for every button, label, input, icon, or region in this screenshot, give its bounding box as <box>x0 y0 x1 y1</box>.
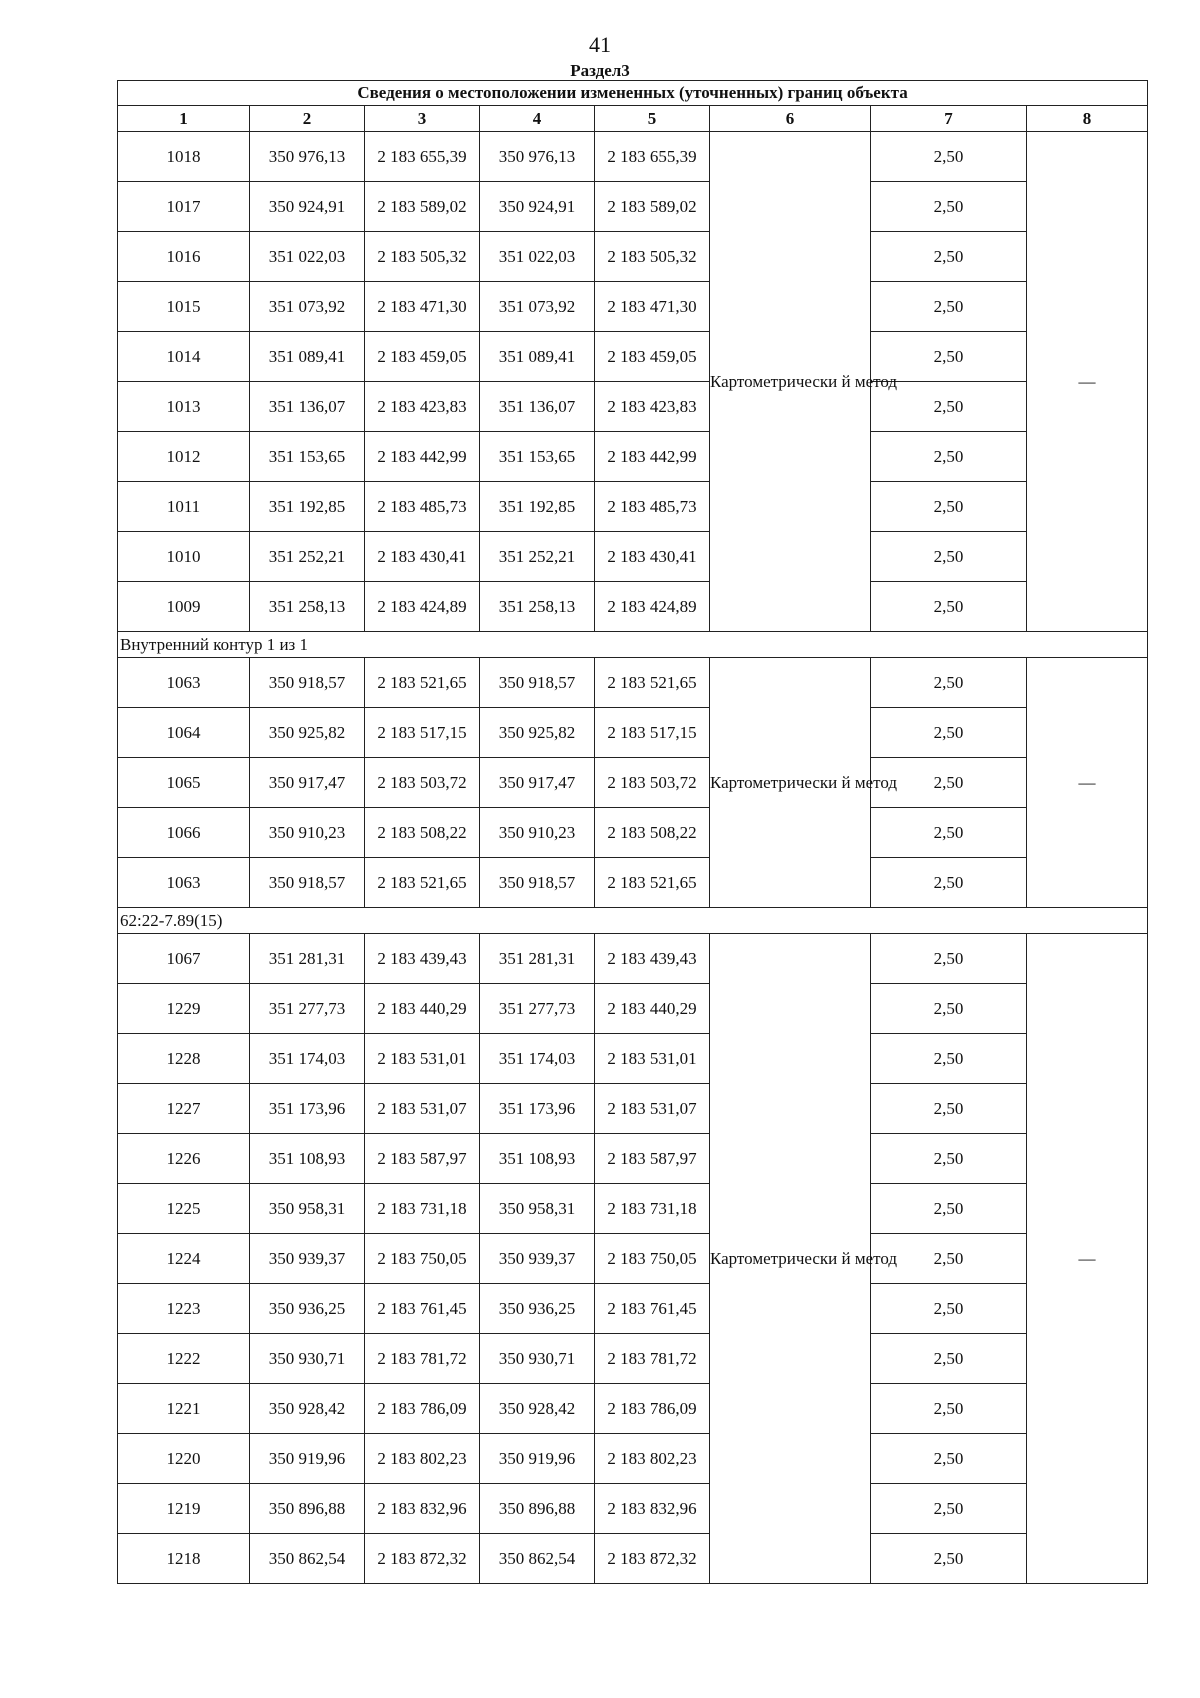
contour-label-row <box>118 632 1148 658</box>
x-coordinate-existing-cell: 351 153,65 <box>250 432 365 482</box>
y-coordinate-refined-cell: 2 183 655,39 <box>595 132 710 182</box>
y-coordinate-refined-cell: 2 183 440,29 <box>595 984 710 1034</box>
contour-label: 62:22-7.89(15) <box>118 908 1148 934</box>
x-coordinate-refined-cell: 350 917,47 <box>480 758 595 808</box>
x-coordinate-refined-cell: 351 277,73 <box>480 984 595 1034</box>
x-coordinate-existing-cell: 350 862,54 <box>250 1534 365 1584</box>
table-row <box>118 532 1148 582</box>
point-number-cell: 1220 <box>118 1434 250 1484</box>
point-number-cell: 1228 <box>118 1034 250 1084</box>
table-row <box>118 934 1148 984</box>
table-row <box>118 758 1148 808</box>
accuracy-cell: 2,50 <box>871 1134 1027 1184</box>
x-coordinate-refined-cell: 350 919,96 <box>480 1434 595 1484</box>
table-row <box>118 1184 1148 1234</box>
x-coordinate-existing-cell: 350 896,88 <box>250 1484 365 1534</box>
y-coordinate-refined-cell: 2 183 872,32 <box>595 1534 710 1584</box>
column-8-dash-cell: — <box>1027 934 1148 1584</box>
y-coordinate-existing-cell: 2 183 589,02 <box>365 182 480 232</box>
point-number-cell: 1218 <box>118 1534 250 1584</box>
method-cell: Картометрически й метод <box>710 132 871 632</box>
accuracy-cell: 2,50 <box>871 858 1027 908</box>
table-row <box>118 582 1148 632</box>
point-number-cell: 1225 <box>118 1184 250 1234</box>
y-coordinate-existing-cell: 2 183 423,83 <box>365 382 480 432</box>
column-number-header: 7 <box>871 106 1027 132</box>
method-cell: Картометрически й метод <box>710 658 871 908</box>
accuracy-cell: 2,50 <box>871 658 1027 708</box>
accuracy-cell: 2,50 <box>871 1434 1027 1484</box>
accuracy-cell: 2,50 <box>871 182 1027 232</box>
table-body <box>118 132 1148 1584</box>
column-number-header: 8 <box>1027 106 1148 132</box>
x-coordinate-existing-cell: 351 252,21 <box>250 532 365 582</box>
y-coordinate-existing-cell: 2 183 781,72 <box>365 1334 480 1384</box>
y-coordinate-existing-cell: 2 183 832,96 <box>365 1484 480 1534</box>
y-coordinate-existing-cell: 2 183 786,09 <box>365 1384 480 1434</box>
y-coordinate-refined-cell: 2 183 503,72 <box>595 758 710 808</box>
x-coordinate-existing-cell: 350 930,71 <box>250 1334 365 1384</box>
accuracy-cell: 2,50 <box>871 232 1027 282</box>
x-coordinate-existing-cell: 351 108,93 <box>250 1134 365 1184</box>
table-row <box>118 1134 1148 1184</box>
y-coordinate-refined-cell: 2 183 531,07 <box>595 1084 710 1134</box>
y-coordinate-refined-cell: 2 183 786,09 <box>595 1384 710 1434</box>
point-number-cell: 1219 <box>118 1484 250 1534</box>
table-row <box>118 808 1148 858</box>
point-number-cell: 1223 <box>118 1284 250 1334</box>
x-coordinate-existing-cell: 350 976,13 <box>250 132 365 182</box>
table-row <box>118 1334 1148 1384</box>
y-coordinate-refined-cell: 2 183 521,65 <box>595 858 710 908</box>
y-coordinate-existing-cell: 2 183 424,89 <box>365 582 480 632</box>
point-number-cell: 1063 <box>118 658 250 708</box>
table-row <box>118 708 1148 758</box>
x-coordinate-refined-cell: 351 192,85 <box>480 482 595 532</box>
x-coordinate-refined-cell: 350 918,57 <box>480 658 595 708</box>
point-number-cell: 1065 <box>118 758 250 808</box>
x-coordinate-refined-cell: 350 928,42 <box>480 1384 595 1434</box>
y-coordinate-existing-cell: 2 183 655,39 <box>365 132 480 182</box>
table-row <box>118 182 1148 232</box>
x-coordinate-existing-cell: 350 918,57 <box>250 858 365 908</box>
contour-label-row <box>118 908 1148 934</box>
point-number-cell: 1015 <box>118 282 250 332</box>
accuracy-cell: 2,50 <box>871 1284 1027 1334</box>
table-caption: Сведения о местоположении измененных (уточненных) границ объекта <box>118 81 1148 106</box>
x-coordinate-existing-cell: 351 173,96 <box>250 1084 365 1134</box>
y-coordinate-refined-cell: 2 183 781,72 <box>595 1334 710 1384</box>
accuracy-cell: 2,50 <box>871 708 1027 758</box>
point-number-cell: 1067 <box>118 934 250 984</box>
y-coordinate-existing-cell: 2 183 521,65 <box>365 658 480 708</box>
x-coordinate-existing-cell: 351 022,03 <box>250 232 365 282</box>
x-coordinate-refined-cell: 351 073,92 <box>480 282 595 332</box>
y-coordinate-refined-cell: 2 183 430,41 <box>595 532 710 582</box>
y-coordinate-refined-cell: 2 183 424,89 <box>595 582 710 632</box>
column-8-dash-cell: — <box>1027 132 1148 632</box>
table-row <box>118 1234 1148 1284</box>
column-8-dash-cell: — <box>1027 658 1148 908</box>
y-coordinate-existing-cell: 2 183 750,05 <box>365 1234 480 1284</box>
point-number-cell: 1063 <box>118 858 250 908</box>
point-number-cell: 1012 <box>118 432 250 482</box>
accuracy-cell: 2,50 <box>871 984 1027 1034</box>
y-coordinate-existing-cell: 2 183 503,72 <box>365 758 480 808</box>
y-coordinate-refined-cell: 2 183 589,02 <box>595 182 710 232</box>
accuracy-cell: 2,50 <box>871 1084 1027 1134</box>
x-coordinate-refined-cell: 350 925,82 <box>480 708 595 758</box>
contour-label: Внутренний контур 1 из 1 <box>118 632 1148 658</box>
accuracy-cell: 2,50 <box>871 1484 1027 1534</box>
x-coordinate-refined-cell: 350 958,31 <box>480 1184 595 1234</box>
x-coordinate-existing-cell: 351 073,92 <box>250 282 365 332</box>
y-coordinate-existing-cell: 2 183 587,97 <box>365 1134 480 1184</box>
y-coordinate-refined-cell: 2 183 731,18 <box>595 1184 710 1234</box>
x-coordinate-existing-cell: 351 258,13 <box>250 582 365 632</box>
column-number-header: 2 <box>250 106 365 132</box>
table-row <box>118 1384 1148 1434</box>
x-coordinate-refined-cell: 350 896,88 <box>480 1484 595 1534</box>
x-coordinate-existing-cell: 351 192,85 <box>250 482 365 532</box>
table-row <box>118 1284 1148 1334</box>
y-coordinate-existing-cell: 2 183 442,99 <box>365 432 480 482</box>
y-coordinate-refined-cell: 2 183 587,97 <box>595 1134 710 1184</box>
y-coordinate-existing-cell: 2 183 521,65 <box>365 858 480 908</box>
y-coordinate-existing-cell: 2 183 508,22 <box>365 808 480 858</box>
accuracy-cell: 2,50 <box>871 532 1027 582</box>
point-number-cell: 1227 <box>118 1084 250 1134</box>
table-row <box>118 658 1148 708</box>
accuracy-cell: 2,50 <box>871 382 1027 432</box>
table-row <box>118 132 1148 182</box>
y-coordinate-refined-cell: 2 183 832,96 <box>595 1484 710 1534</box>
y-coordinate-existing-cell: 2 183 439,43 <box>365 934 480 984</box>
accuracy-cell: 2,50 <box>871 1384 1027 1434</box>
y-coordinate-refined-cell: 2 183 521,65 <box>595 658 710 708</box>
point-number-cell: 1011 <box>118 482 250 532</box>
x-coordinate-existing-cell: 350 925,82 <box>250 708 365 758</box>
table-row <box>118 1034 1148 1084</box>
y-coordinate-refined-cell: 2 183 442,99 <box>595 432 710 482</box>
x-coordinate-refined-cell: 350 924,91 <box>480 182 595 232</box>
y-coordinate-existing-cell: 2 183 761,45 <box>365 1284 480 1334</box>
y-coordinate-existing-cell: 2 183 802,23 <box>365 1434 480 1484</box>
y-coordinate-existing-cell: 2 183 731,18 <box>365 1184 480 1234</box>
x-coordinate-refined-cell: 350 939,37 <box>480 1234 595 1284</box>
table-row <box>118 282 1148 332</box>
x-coordinate-refined-cell: 350 918,57 <box>480 858 595 908</box>
table-row <box>118 1534 1148 1584</box>
point-number-cell: 1009 <box>118 582 250 632</box>
accuracy-cell: 2,50 <box>871 934 1027 984</box>
point-number-cell: 1017 <box>118 182 250 232</box>
y-coordinate-refined-cell: 2 183 459,05 <box>595 332 710 382</box>
point-number-cell: 1014 <box>118 332 250 382</box>
x-coordinate-existing-cell: 351 089,41 <box>250 332 365 382</box>
column-number-header: 3 <box>365 106 480 132</box>
y-coordinate-existing-cell: 2 183 485,73 <box>365 482 480 532</box>
x-coordinate-existing-cell: 351 281,31 <box>250 934 365 984</box>
x-coordinate-refined-cell: 351 108,93 <box>480 1134 595 1184</box>
table-row <box>118 382 1148 432</box>
table-row <box>118 1084 1148 1134</box>
point-number-cell: 1224 <box>118 1234 250 1284</box>
x-coordinate-existing-cell: 351 277,73 <box>250 984 365 1034</box>
y-coordinate-refined-cell: 2 183 439,43 <box>595 934 710 984</box>
x-coordinate-refined-cell: 351 022,03 <box>480 232 595 282</box>
point-number-cell: 1018 <box>118 132 250 182</box>
section-title: Раздел3 <box>570 61 630 80</box>
table-row <box>118 482 1148 532</box>
x-coordinate-refined-cell: 350 910,23 <box>480 808 595 858</box>
accuracy-cell: 2,50 <box>871 1534 1027 1584</box>
accuracy-cell: 2,50 <box>871 432 1027 482</box>
x-coordinate-existing-cell: 350 939,37 <box>250 1234 365 1284</box>
table-row <box>118 1434 1148 1484</box>
y-coordinate-existing-cell: 2 183 459,05 <box>365 332 480 382</box>
table-row <box>118 432 1148 482</box>
x-coordinate-existing-cell: 350 958,31 <box>250 1184 365 1234</box>
point-number-cell: 1226 <box>118 1134 250 1184</box>
y-coordinate-existing-cell: 2 183 531,01 <box>365 1034 480 1084</box>
column-number-header: 6 <box>710 106 871 132</box>
x-coordinate-refined-cell: 351 174,03 <box>480 1034 595 1084</box>
x-coordinate-refined-cell: 351 089,41 <box>480 332 595 382</box>
x-coordinate-refined-cell: 350 862,54 <box>480 1534 595 1584</box>
accuracy-cell: 2,50 <box>871 1334 1027 1384</box>
x-coordinate-existing-cell: 351 174,03 <box>250 1034 365 1084</box>
accuracy-cell: 2,50 <box>871 1184 1027 1234</box>
accuracy-cell: 2,50 <box>871 132 1027 182</box>
x-coordinate-refined-cell: 351 153,65 <box>480 432 595 482</box>
x-coordinate-refined-cell: 350 930,71 <box>480 1334 595 1384</box>
y-coordinate-existing-cell: 2 183 440,29 <box>365 984 480 1034</box>
y-coordinate-refined-cell: 2 183 761,45 <box>595 1284 710 1334</box>
accuracy-cell: 2,50 <box>871 332 1027 382</box>
x-coordinate-existing-cell: 351 136,07 <box>250 382 365 432</box>
x-coordinate-refined-cell: 351 252,21 <box>480 532 595 582</box>
y-coordinate-refined-cell: 2 183 471,30 <box>595 282 710 332</box>
point-number-cell: 1016 <box>118 232 250 282</box>
y-coordinate-refined-cell: 2 183 531,01 <box>595 1034 710 1084</box>
table-row <box>118 332 1148 382</box>
accuracy-cell: 2,50 <box>871 282 1027 332</box>
table-row <box>118 858 1148 908</box>
x-coordinate-existing-cell: 350 910,23 <box>250 808 365 858</box>
point-number-cell: 1229 <box>118 984 250 1034</box>
y-coordinate-refined-cell: 2 183 505,32 <box>595 232 710 282</box>
x-coordinate-refined-cell: 351 173,96 <box>480 1084 595 1134</box>
method-cell: Картометрически й метод <box>710 934 871 1584</box>
page-number: 41 <box>589 32 611 57</box>
point-number-cell: 1221 <box>118 1384 250 1434</box>
x-coordinate-existing-cell: 350 924,91 <box>250 182 365 232</box>
x-coordinate-existing-cell: 350 928,42 <box>250 1384 365 1434</box>
y-coordinate-existing-cell: 2 183 531,07 <box>365 1084 480 1134</box>
x-coordinate-existing-cell: 350 936,25 <box>250 1284 365 1334</box>
table-row <box>118 984 1148 1034</box>
point-number-cell: 1222 <box>118 1334 250 1384</box>
accuracy-cell: 2,50 <box>871 758 1027 808</box>
point-number-cell: 1010 <box>118 532 250 582</box>
x-coordinate-existing-cell: 350 917,47 <box>250 758 365 808</box>
column-number-header: 5 <box>595 106 710 132</box>
y-coordinate-refined-cell: 2 183 423,83 <box>595 382 710 432</box>
y-coordinate-refined-cell: 2 183 517,15 <box>595 708 710 758</box>
y-coordinate-existing-cell: 2 183 505,32 <box>365 232 480 282</box>
y-coordinate-refined-cell: 2 183 750,05 <box>595 1234 710 1284</box>
x-coordinate-refined-cell: 351 258,13 <box>480 582 595 632</box>
x-coordinate-refined-cell: 351 136,07 <box>480 382 595 432</box>
accuracy-cell: 2,50 <box>871 1034 1027 1084</box>
y-coordinate-existing-cell: 2 183 471,30 <box>365 282 480 332</box>
column-number-header: 1 <box>118 106 250 132</box>
boundary-coordinates-table <box>117 80 1148 1584</box>
y-coordinate-refined-cell: 2 183 508,22 <box>595 808 710 858</box>
point-number-cell: 1066 <box>118 808 250 858</box>
y-coordinate-refined-cell: 2 183 485,73 <box>595 482 710 532</box>
accuracy-cell: 2,50 <box>871 582 1027 632</box>
x-coordinate-refined-cell: 350 936,25 <box>480 1284 595 1334</box>
accuracy-cell: 2,50 <box>871 1234 1027 1284</box>
y-coordinate-existing-cell: 2 183 430,41 <box>365 532 480 582</box>
point-number-cell: 1013 <box>118 382 250 432</box>
y-coordinate-existing-cell: 2 183 872,32 <box>365 1534 480 1584</box>
y-coordinate-existing-cell: 2 183 517,15 <box>365 708 480 758</box>
column-number-header: 4 <box>480 106 595 132</box>
x-coordinate-existing-cell: 350 918,57 <box>250 658 365 708</box>
y-coordinate-refined-cell: 2 183 802,23 <box>595 1434 710 1484</box>
x-coordinate-existing-cell: 350 919,96 <box>250 1434 365 1484</box>
table-row <box>118 1484 1148 1534</box>
x-coordinate-refined-cell: 351 281,31 <box>480 934 595 984</box>
x-coordinate-refined-cell: 350 976,13 <box>480 132 595 182</box>
point-number-cell: 1064 <box>118 708 250 758</box>
accuracy-cell: 2,50 <box>871 808 1027 858</box>
table-row <box>118 232 1148 282</box>
accuracy-cell: 2,50 <box>871 482 1027 532</box>
